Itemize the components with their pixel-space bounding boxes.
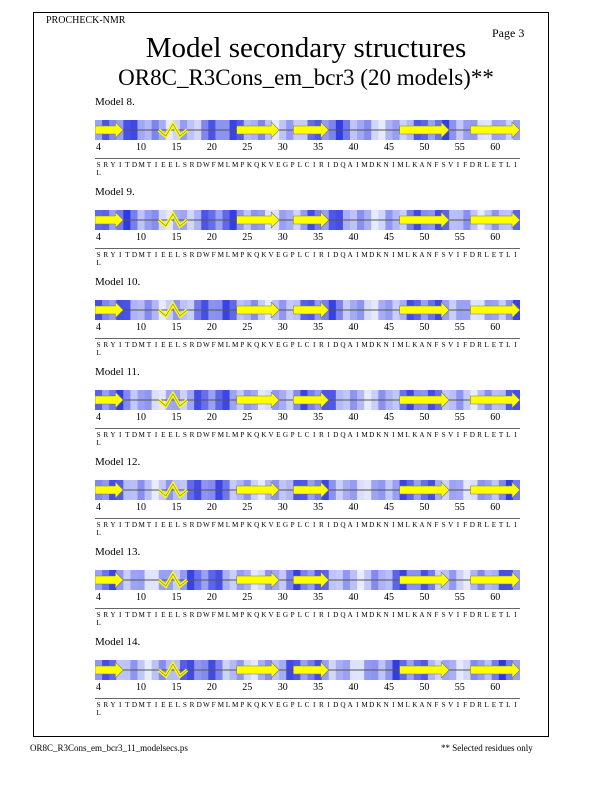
tick-label: 45: [383, 322, 394, 333]
tick-label: 45: [383, 412, 394, 423]
secondary-structure-strip: [95, 120, 520, 140]
model-label: Model 9.: [95, 186, 135, 198]
tick-label: 40: [348, 322, 359, 333]
secondary-structure-strip: [95, 570, 520, 590]
tick-label: 30: [277, 682, 288, 693]
tick-label: 60: [490, 322, 501, 333]
tick-label: 4: [96, 682, 102, 693]
residue-ticks: [95, 500, 520, 516]
tick-label: 4: [96, 502, 102, 513]
footer-note: ** Selected residues only: [441, 743, 533, 753]
residue-sequence: S R Y I T DM T I E E L S R DW F M L M P K Q K V E G P L C I R I D Q A I MD K N I M L K A N F S V I F D R L E T L IL: [95, 158, 520, 177]
tick-label: 35: [313, 682, 324, 693]
tick-label: 10: [136, 142, 147, 153]
residue-ticks: [95, 230, 520, 246]
tick-label: 25: [242, 502, 253, 513]
model-label: Model 13.: [95, 546, 141, 558]
tick-label: 4: [96, 592, 102, 603]
tick-label: 55: [454, 322, 465, 333]
tick-label: 35: [313, 592, 324, 603]
tick-label: 4: [96, 322, 102, 333]
model-label: Model 8.: [95, 96, 135, 108]
residue-ticks: [95, 320, 520, 336]
tick-label: 10: [136, 232, 147, 243]
tick-label: 50: [419, 682, 430, 693]
tick-label: 20: [206, 682, 217, 693]
tick-label: 15: [171, 502, 182, 513]
tick-label: 50: [419, 412, 430, 423]
residue-sequence: S R Y I T DM T I E E L S R DW F M L M P K Q K V E G P L C I R I D Q A I MD K N I M L K A N F S V I F D R L E T L IL: [95, 698, 520, 717]
tick-label: 30: [277, 412, 288, 423]
tick-label: 35: [313, 142, 324, 153]
secondary-structure-strip: [95, 390, 520, 410]
tick-label: 25: [242, 412, 253, 423]
residue-sequence: S R Y I T DM T I E E L S R DW F M L M P K Q K V E G P L C I R I D Q A I MD K N I M L K A N F S V I F D R L E T L IL: [95, 608, 520, 627]
tick-label: 45: [383, 502, 394, 513]
tick-label: 15: [171, 412, 182, 423]
tick-label: 15: [171, 322, 182, 333]
tick-label: 45: [383, 142, 394, 153]
tick-label: 60: [490, 502, 501, 513]
tick-label: 4: [96, 232, 102, 243]
tick-label: 25: [242, 592, 253, 603]
secondary-structure-strip: [95, 210, 520, 230]
tick-label: 40: [348, 142, 359, 153]
tick-label: 25: [242, 322, 253, 333]
tick-label: 25: [242, 682, 253, 693]
tick-label: 20: [206, 322, 217, 333]
tick-label: 55: [454, 502, 465, 513]
residue-sequence: S R Y I T DM T I E E L S R DW F M L M P K Q K V E G P L C I R I D Q A I MD K N I M L K A N F S V I F D R L E T L IL: [95, 248, 520, 267]
tick-label: 50: [419, 502, 430, 513]
tick-label: 35: [313, 502, 324, 513]
tick-label: 25: [242, 232, 253, 243]
tick-label: 30: [277, 142, 288, 153]
tick-label: 10: [136, 502, 147, 513]
tick-label: 15: [171, 592, 182, 603]
tick-label: 15: [171, 682, 182, 693]
tick-label: 55: [454, 592, 465, 603]
tick-label: 20: [206, 592, 217, 603]
page-subtitle: OR8C_R3Cons_em_bcr3 (20 models)**: [118, 65, 494, 90]
tick-label: 15: [171, 232, 182, 243]
program-header: PROCHECK-NMR: [46, 15, 126, 26]
tick-label: 50: [419, 142, 430, 153]
tick-label: 45: [383, 592, 394, 603]
tick-label: 60: [490, 592, 501, 603]
residue-sequence: S R Y I T DM T I E E L S R DW F M L M P K Q K V E G P L C I R I D Q A I MD K N I M L K A N F S V I F D R L E T L IL: [95, 428, 520, 447]
tick-label: 45: [383, 232, 394, 243]
tick-label: 4: [96, 412, 102, 423]
tick-label: 20: [206, 232, 217, 243]
tick-label: 30: [277, 232, 288, 243]
residue-ticks: [95, 680, 520, 696]
tick-label: 55: [454, 232, 465, 243]
tick-label: 20: [206, 502, 217, 513]
residue-sequence: S R Y I T DM T I E E L S R DW F M L M P K Q K V E G P L C I R I D Q A I MD K N I M L K A N F S V I F D R L E T L IL: [95, 338, 520, 357]
tick-label: 30: [277, 502, 288, 513]
page-title: Model secondary structures: [145, 32, 467, 64]
residue-ticks: [95, 590, 520, 606]
residue-ticks: [95, 140, 520, 156]
tick-label: 30: [277, 592, 288, 603]
tick-label: 45: [383, 682, 394, 693]
tick-label: 10: [136, 412, 147, 423]
tick-label: 20: [206, 412, 217, 423]
model-label: Model 14.: [95, 636, 141, 648]
model-label: Model 12.: [95, 456, 141, 468]
tick-label: 30: [277, 322, 288, 333]
tick-label: 60: [490, 682, 501, 693]
tick-label: 40: [348, 682, 359, 693]
tick-label: 50: [419, 322, 430, 333]
tick-label: 25: [242, 142, 253, 153]
secondary-structure-strip: [95, 300, 520, 320]
footer-filename: OR8C_R3Cons_em_bcr3_11_modelsecs.ps: [30, 743, 188, 753]
tick-label: 35: [313, 322, 324, 333]
tick-label: 55: [454, 412, 465, 423]
page-number: Page 3: [492, 26, 525, 40]
tick-label: 20: [206, 142, 217, 153]
tick-label: 4: [96, 142, 102, 153]
tick-label: 10: [136, 322, 147, 333]
model-label: Model 10.: [95, 276, 141, 288]
tick-label: 10: [136, 592, 147, 603]
residue-ticks: [95, 410, 520, 426]
tick-label: 60: [490, 142, 501, 153]
secondary-structure-strip: [95, 660, 520, 680]
model-label: Model 11.: [95, 366, 140, 378]
tick-label: 40: [348, 502, 359, 513]
tick-label: 55: [454, 142, 465, 153]
tick-label: 15: [171, 142, 182, 153]
residue-sequence: S R Y I T DM T I E E L S R DW F M L M P K Q K V E G P L C I R I D Q A I MD K N I M L K A N F S V I F D R L E T L IL: [95, 518, 520, 537]
tick-label: 40: [348, 232, 359, 243]
tick-label: 60: [490, 232, 501, 243]
tick-label: 55: [454, 682, 465, 693]
secondary-structure-strip: [95, 480, 520, 500]
tick-label: 40: [348, 592, 359, 603]
tick-label: 50: [419, 592, 430, 603]
tick-label: 60: [490, 412, 501, 423]
tick-label: 35: [313, 232, 324, 243]
tick-label: 10: [136, 682, 147, 693]
tick-label: 40: [348, 412, 359, 423]
tick-label: 50: [419, 232, 430, 243]
tick-label: 35: [313, 412, 324, 423]
